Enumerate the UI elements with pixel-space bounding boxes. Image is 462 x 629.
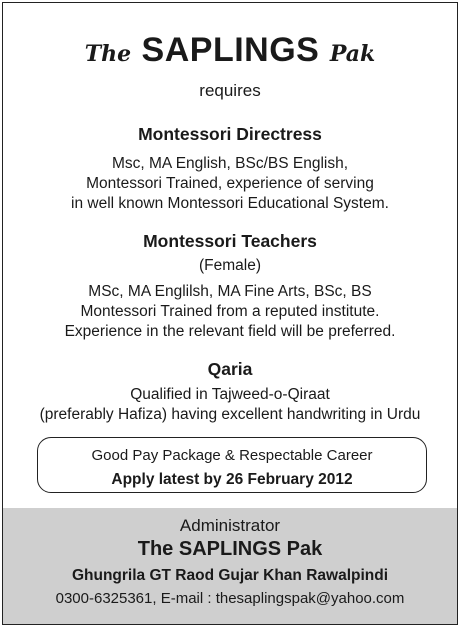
position-title-teachers: Montessori Teachers <box>143 231 317 251</box>
apply-deadline: Apply latest by 26 February 2012 <box>111 471 353 488</box>
footer-contact: 0300-6325361, E-mail : thesaplingspak@yahoo.com <box>55 590 405 607</box>
footer-organization: The SAPLINGS Pak <box>137 538 323 560</box>
position-line: (preferably Hafiza) having excellent handwriting in Urdu <box>39 406 421 423</box>
position-line: Montessori Trained, experience of serving <box>86 175 374 192</box>
offer-line: Good Pay Package & Respectable Career <box>91 447 373 464</box>
advertisement-frame <box>2 2 458 625</box>
offer-box <box>37 437 427 493</box>
position-subtitle: (Female) <box>198 257 261 274</box>
logo-heading <box>3 31 457 70</box>
position-line: MSc, MA Englilsh, MA Fine Arts, BSc, BS <box>88 283 372 300</box>
position-line: Msc, MA English, BSc/BS English, <box>111 155 349 172</box>
contact-footer <box>3 508 457 625</box>
logo-the: The <box>84 41 132 67</box>
position-line: Montessori Trained from a reputed institute. <box>80 303 380 320</box>
position-title-qaria: Qaria <box>207 359 253 379</box>
position-line: Qualified in Tajweed-o-Qiraat <box>130 386 330 403</box>
footer-role: Administrator <box>179 516 281 535</box>
position-title-directress: Montessori Directress <box>138 124 322 144</box>
requires-text: requires <box>199 81 261 100</box>
logo-pak: Pak <box>329 41 376 67</box>
position-line: Experience in the relevant field will be preferred. <box>64 323 396 340</box>
footer-address: Ghungrila GT Raod Gujar Khan Rawalpindi <box>71 567 389 584</box>
position-line: in well known Montessori Educational System. <box>71 195 389 212</box>
logo-brand: SAPLINGS <box>141 31 320 69</box>
